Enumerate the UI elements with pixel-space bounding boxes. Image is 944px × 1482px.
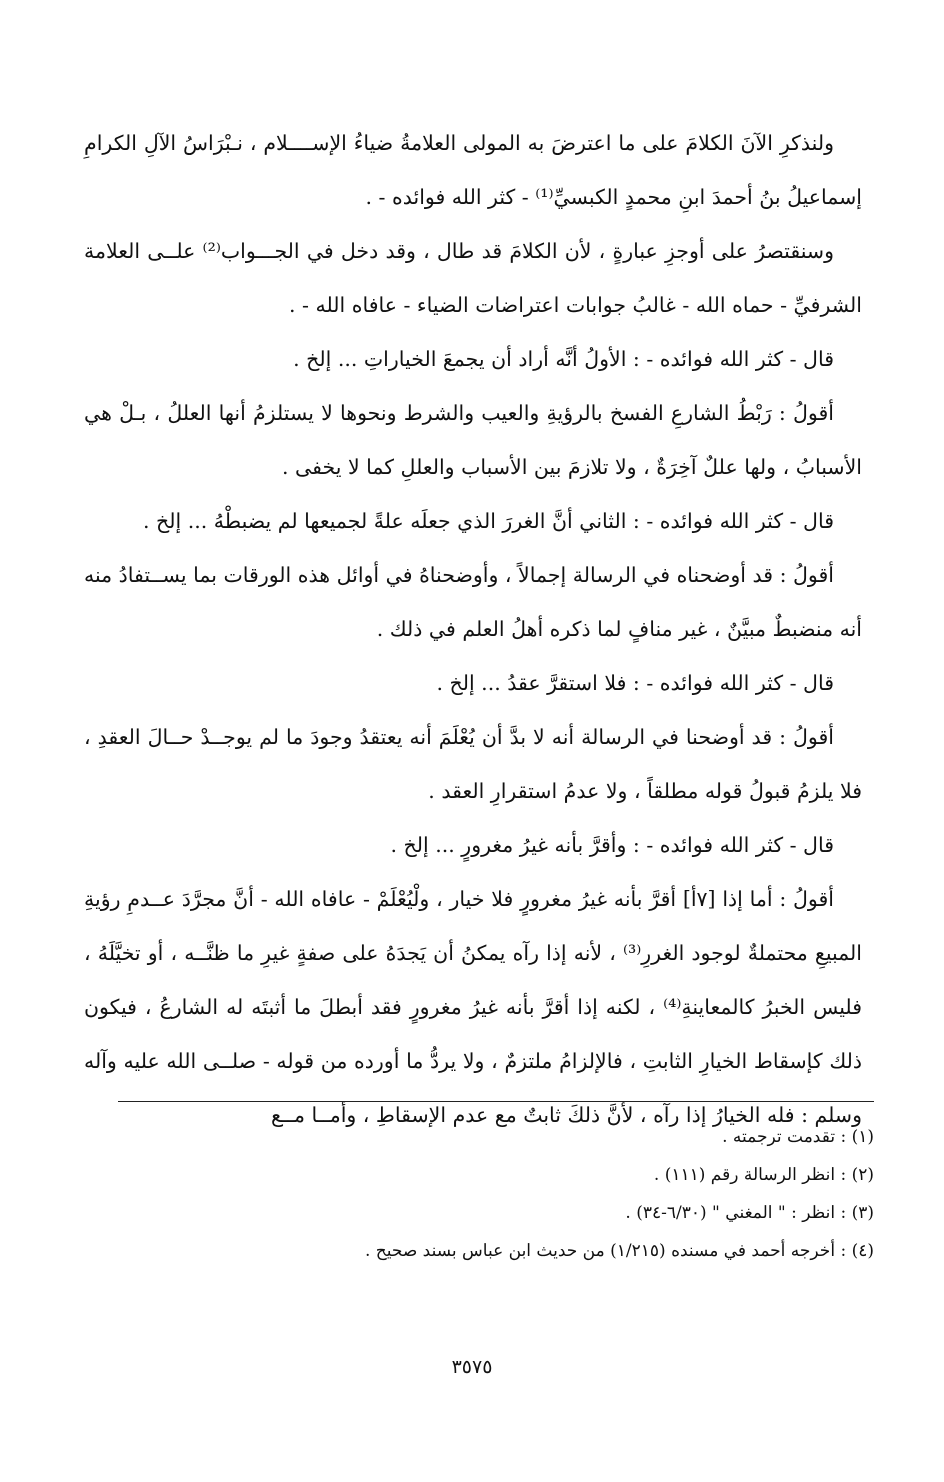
page-number: ٣٥٧٥: [451, 1356, 493, 1378]
quote-first-objection: قال - كثر الله فوائده - : الأولُ أنَّه أراد أن يجمعَ الخياراتِ ... إلخ .: [293, 347, 834, 371]
footnote-2: (٢) : انظر الرسالة رقم (١١١) .: [653, 1165, 874, 1185]
footnote-3: (٣) : انظر : " المغني " (٦/٣٠-٣٤) .: [625, 1203, 874, 1223]
paragraph-intro: ولنذكرِ الآنَ الكلامَ على ما اعترضَ به المولى العلامةُ ضياءُ الإســــلام ، نـبْرَاسُ الآلِ الكرامِ إسماعيلُ بنُ أحمدَ ابنِ محمدٍ الكبسيِّ⁽¹⁾ - كثر الله فوائده - .: [84, 131, 862, 209]
reply-first-objection: أقولُ : رَبْطُ الشارعِ الفسخ بالرؤيةِ والعيب والشرط ونحوها لا يستلزمُ أنها العللُ ، بـلْ هي الأسبابُ ، ولها عللٌ آخِرَةٌ ، ولا تلازمَ بين الأسباب والعللِ كما لا يخفى .: [84, 401, 862, 479]
reply-fourth-objection: أقولُ : أما إذا [٧أ] أقرَّ بأنه غيرُ مغرورٍ فلا خيار ، ولْيُعْلَمْ - عافاه الله - أنَّ مجرَّدَ عــدمِ رؤيةِ المبيعِ محتملةٌ لوجود الغررِ⁽³⁾ ، لأنه إذا رآه يمكنُ أن يَجدَهُ على صفةٍ غيرِ ما ظنَّــه ، أو تخيَّلَهُ ، فليس الخبرُ كالمعاينةِ⁽⁴⁾ ، لكنه إذا أقرَّ بأنه غيرُ مغرورٍ فقد أبطلَ ما أثبتَه له الشارعُ ، فيكون ذلك كإسقاط الخيارِ الثابتِ ، فالإلزامُ ملتزمٌ ، ولا يردُّ ما أورده من قوله - صلــى الله عليه وآله وسلم : فله الخيارُ إذا رآه ، لأنَّ ذلكَ ثابتٌ مع عدم الإسقاطِ ، وأمــا مــع: [84, 887, 862, 1127]
quote-third-objection: قال - كثر الله فوائده - : فلا استقرَّ عقدُ ... إلخ .: [436, 671, 834, 695]
quote-fourth-objection: قال - كثر الله فوائده - : وأقرَّ بأنه غيرُ مغرورٍ ... إلخ .: [390, 833, 834, 857]
footnotes: [118, 1118, 874, 1270]
paragraph-scope: وسنقتصرُ على أوجزِ عبارةٍ ، لأن الكلامَ قد طال ، وقد دخل في الجـــواب⁽²⁾ علــى العلامة الشرفيِّ - حماه الله - غالبُ جوابات اعتراضات الضياء - عافاه الله - .: [84, 239, 862, 317]
reply-third-objection: أقولُ : قد أوضحنا في الرسالة أنه لا بدَّ أن يُعْلَمَ أنه يعتقدُ وجودَ ما لم يوجــدْ حــالَ العقدِ ، فلا يلزمُ قبولُ قوله مطلقاً ، ولا عدمُ استقرارِ العقد .: [84, 725, 862, 803]
reply-second-objection: أقولُ : قد أوضحناه في الرسالة إجمالاً ، وأوضحناهُ في أوائل هذه الورقات بما يســتفادُ منه أنه منضبطٌ مبيَّنٌ ، غير منافٍ لما ذكره أهلُ العلم في ذلك .: [84, 563, 862, 641]
footnote-separator: [118, 1101, 874, 1102]
footnote-4: (٤) : أخرجه أحمد في مسنده (١/٢١٥) من حديث ابن عباس بسند صحيح .: [364, 1241, 874, 1261]
footnote-1: (١) : تقدمت ترجمته .: [722, 1127, 874, 1147]
main-text: [84, 116, 862, 1142]
quote-second-objection: قال - كثر الله فوائده - : الثاني أنَّ الغررَ الذي جعلَه علةً لجميعها لم يضبطْهُ ... إلخ .: [142, 509, 834, 533]
